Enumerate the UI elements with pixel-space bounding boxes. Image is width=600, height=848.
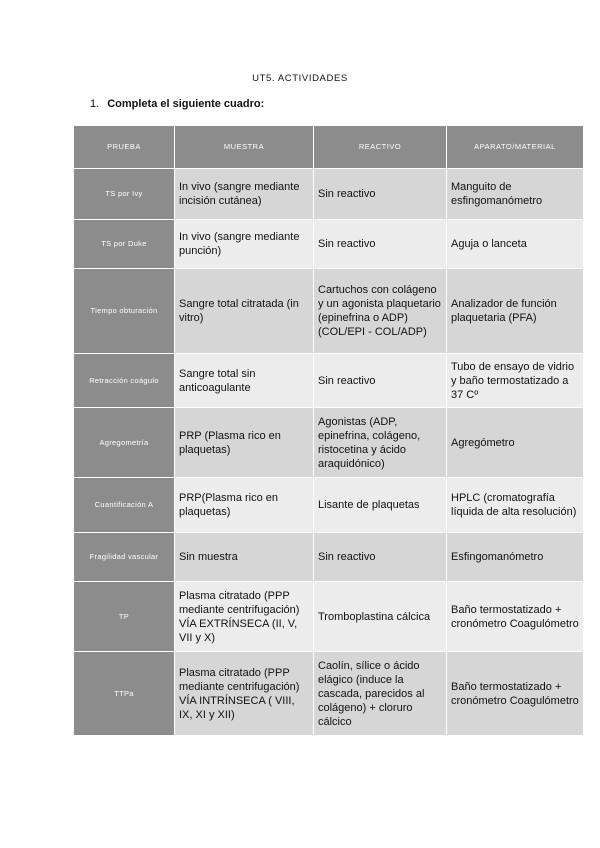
cell-aparato: Tubo de ensayo de vidrio y baño termostatizado a 37 Cº bbox=[447, 354, 584, 408]
table-row bbox=[74, 354, 584, 408]
cell-reactivo: Cartuchos con colágeno y un agonista plaquetario (epinefrina o ADP) (COL/EPI - COL/ADP) bbox=[314, 269, 447, 354]
question-number: 1. bbox=[90, 98, 100, 110]
cell-aparato: Agregómetro bbox=[447, 408, 584, 478]
cell-aparato: Baño termostatizado + cronómetro Coagulómetro bbox=[447, 582, 584, 652]
document-title: UT5. ACTIVIDADES bbox=[252, 73, 348, 84]
cell-prueba: TTPa bbox=[74, 652, 175, 736]
table-header-row bbox=[74, 126, 584, 169]
cell-aparato: Aguja o lanceta bbox=[447, 220, 584, 269]
cell-reactivo: Tromboplastina cálcica bbox=[314, 582, 447, 652]
cell-aparato: Baño termostatizado + cronómetro Coagulómetro bbox=[447, 652, 584, 736]
table-row bbox=[74, 478, 584, 533]
header-muestra: MUESTRA bbox=[175, 126, 314, 169]
cell-reactivo: Agonistas (ADP, epinefrina, colágeno, ristocetina y ácido araquidónico) bbox=[314, 408, 447, 478]
header-reactivo: REACTIVO bbox=[314, 126, 447, 169]
cell-prueba: Agregometría bbox=[74, 408, 175, 478]
cell-muestra: Plasma citratado (PPP mediante centrifugación) VÍA INTRÍNSECA ( VIII, IX, XI y XII) bbox=[175, 652, 314, 736]
cell-muestra: Plasma citratado (PPP mediante centrifugación) VÍA EXTRÍNSECA (II, V, VII y X) bbox=[175, 582, 314, 652]
cell-aparato: Analizador de función plaquetaria (PFA) bbox=[447, 269, 584, 354]
cell-reactivo: Sin reactivo bbox=[314, 533, 447, 582]
cell-aparato: HPLC (cromatografía líquida de alta resolución) bbox=[447, 478, 584, 533]
cell-reactivo: Sin reactivo bbox=[314, 220, 447, 269]
cell-muestra: In vivo (sangre mediante punción) bbox=[175, 220, 314, 269]
cell-muestra: Sangre total citratada (in vitro) bbox=[175, 269, 314, 354]
table-row bbox=[74, 169, 584, 220]
cell-aparato: Manguito de esfingomanómetro bbox=[447, 169, 584, 220]
question-heading bbox=[90, 98, 264, 110]
cell-prueba: Tiempo obturación bbox=[74, 269, 175, 354]
cell-reactivo: Lisante de plaquetas bbox=[314, 478, 447, 533]
cell-prueba: Cuantificación A bbox=[74, 478, 175, 533]
cell-muestra: Sangre total sin anticoagulante bbox=[175, 354, 314, 408]
table-row bbox=[74, 220, 584, 269]
activities-table bbox=[73, 125, 584, 736]
header-prueba: PRUEBA bbox=[74, 126, 175, 169]
table-row bbox=[74, 269, 584, 354]
cell-prueba: TS por Duke bbox=[74, 220, 175, 269]
table-row bbox=[74, 652, 584, 736]
table-row bbox=[74, 582, 584, 652]
cell-prueba: Retracción coágulo bbox=[74, 354, 175, 408]
cell-reactivo: Caolín, sílice o ácido elágico (induce la cascada, parecidos al colágeno) + cloruro cálcico bbox=[314, 652, 447, 736]
header-aparato: APARATO/MATERIAL bbox=[447, 126, 584, 169]
table-row bbox=[74, 533, 584, 582]
cell-muestra: Sin muestra bbox=[175, 533, 314, 582]
cell-reactivo: Sin reactivo bbox=[314, 169, 447, 220]
cell-muestra: PRP (Plasma rico en plaquetas) bbox=[175, 408, 314, 478]
cell-muestra: In vivo (sangre mediante incisión cutánea) bbox=[175, 169, 314, 220]
cell-aparato: Esfingomanómetro bbox=[447, 533, 584, 582]
cell-prueba: Fragilidad vascular bbox=[74, 533, 175, 582]
cell-prueba: TP bbox=[74, 582, 175, 652]
table-row bbox=[74, 408, 584, 478]
cell-prueba: TS por Ivy bbox=[74, 169, 175, 220]
cell-reactivo: Sin reactivo bbox=[314, 354, 447, 408]
cell-muestra: PRP(Plasma rico en plaquetas) bbox=[175, 478, 314, 533]
question-text: Completa el siguiente cuadro: bbox=[107, 98, 265, 110]
